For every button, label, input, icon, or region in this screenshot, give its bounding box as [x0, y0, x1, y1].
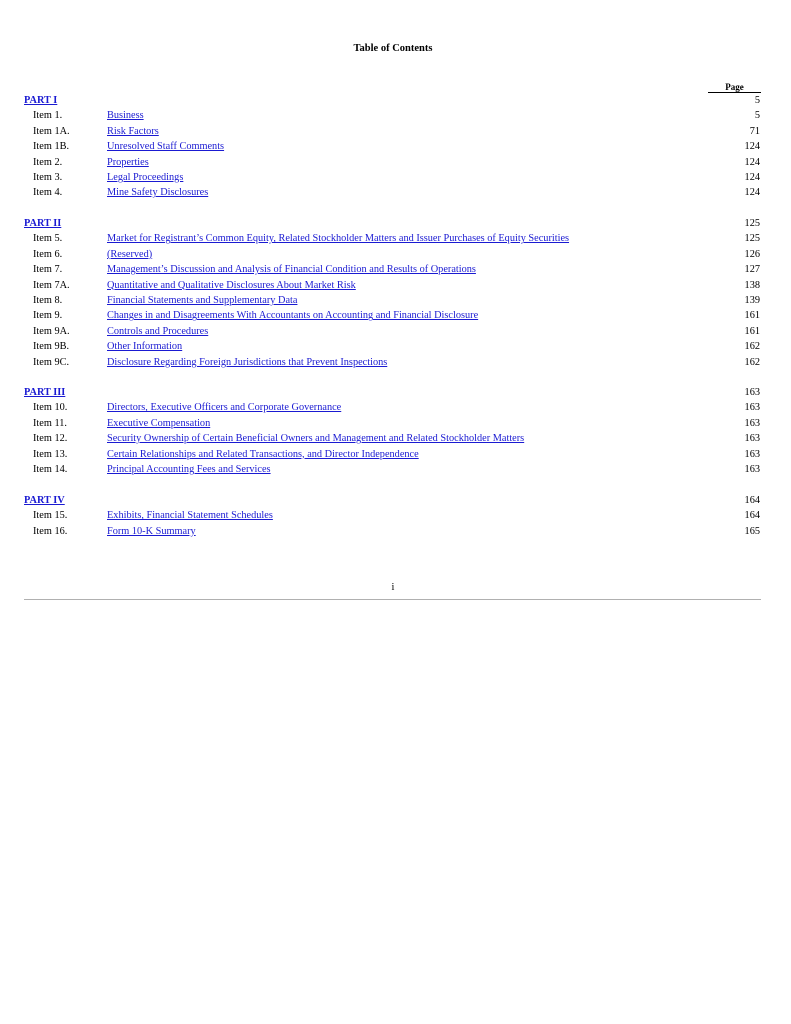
toc-item-row [0, 293, 791, 308]
toc-item-row [0, 524, 791, 539]
item-number: Item 8. [33, 295, 63, 306]
page-number: 164 [744, 495, 760, 506]
item-title-link[interactable]: Quantitative and Qualitative Disclosures About Market Risk [107, 279, 356, 291]
toc-item-row [0, 462, 791, 477]
page-number: 163 [744, 417, 760, 429]
toc-part-row [0, 93, 791, 108]
part-link[interactable]: PART II [24, 218, 62, 229]
item-title-link[interactable]: Other Information [107, 341, 183, 353]
toc-part-row [0, 493, 791, 508]
toc-item-row [0, 324, 791, 339]
item-title-link[interactable]: Controls and Procedures [107, 325, 209, 337]
toc-item-row [0, 262, 791, 277]
page-number: 163 [744, 402, 760, 414]
item-number: Item 1. [33, 110, 63, 122]
part-link[interactable]: PART IV [24, 495, 65, 506]
toc-part-row [0, 216, 791, 231]
item-title-link[interactable]: Business [107, 110, 144, 122]
item-number: Item 9B. [33, 341, 70, 353]
item-title-link[interactable]: Risk Factors [107, 125, 159, 137]
item-number: Item 7A. [33, 279, 70, 291]
toc-item-row [0, 185, 791, 200]
item-title-link[interactable]: Financial Statements and Supplementary Data [107, 295, 298, 306]
page-number: 163 [744, 433, 760, 445]
item-title-link[interactable]: Executive Compensation [107, 417, 211, 429]
item-title-link[interactable]: (Reserved) [107, 248, 153, 260]
item-title-link[interactable]: Security Ownership of Certain Beneficial Owners and Management and Related Stockholder Matters [107, 433, 525, 445]
toc-item-row [0, 247, 791, 262]
item-title-link[interactable]: Properties [107, 156, 149, 168]
toc-item-row [0, 170, 791, 185]
item-title-link[interactable]: Exhibits, Financial Statement Schedules [107, 510, 273, 522]
page-number: 124 [744, 172, 760, 183]
item-number: Item 6. [33, 248, 63, 260]
item-title-link[interactable]: Principal Accounting Fees and Services [107, 464, 271, 475]
item-number: Item 9C. [33, 356, 70, 368]
page-title: Table of Contents [353, 43, 433, 54]
item-number: Item 16. [33, 525, 68, 537]
page-number: 163 [744, 464, 760, 475]
part-link[interactable]: PART III [24, 387, 66, 398]
page-number: 125 [744, 233, 760, 245]
toc-item-row [0, 508, 791, 523]
item-number: Item 2. [33, 156, 63, 168]
page-number: 163 [744, 448, 760, 460]
item-title-link[interactable]: Directors, Executive Officers and Corporate Governance [107, 402, 342, 414]
item-title-link[interactable]: Certain Relationships and Related Transactions, and Director Independence [107, 448, 419, 460]
toc-item-row [0, 400, 791, 415]
item-number: Item 4. [33, 187, 63, 199]
page-number: 162 [744, 341, 760, 353]
item-title-link[interactable]: Unresolved Staff Comments [107, 141, 225, 153]
item-number: Item 1B. [33, 141, 70, 153]
item-number: Item 3. [33, 172, 63, 183]
toc-item-row [0, 108, 791, 123]
page-number: 161 [744, 310, 760, 322]
item-title-link[interactable]: Changes in and Disagreements With Accountants on Accounting and Financial Disclosure [107, 310, 479, 322]
page-number: 162 [744, 356, 760, 368]
toc-item-row [0, 416, 791, 431]
toc-item-row [0, 155, 791, 170]
toc-item-row [0, 339, 791, 354]
page-number: 124 [744, 141, 760, 153]
page-number: 71 [749, 125, 760, 137]
page-number: 126 [744, 248, 760, 260]
item-title-link[interactable]: Management’s Discussion and Analysis of Financial Condition and Results of Operations [107, 264, 476, 276]
item-title-link[interactable]: Market for Registrant’s Common Equity, Related Stockholder Matters and Issuer Purchases of Equity Securities [107, 233, 570, 245]
item-number: Item 9A. [33, 325, 70, 337]
page-number: 124 [744, 187, 760, 199]
page-number: 139 [744, 295, 760, 306]
item-number: Item 13. [33, 448, 68, 460]
item-title-link[interactable]: Form 10-K Summary [107, 525, 196, 537]
page-number: 161 [744, 325, 760, 337]
footer-divider [24, 599, 761, 600]
page-number: 125 [744, 218, 760, 229]
toc-item-row [0, 139, 791, 154]
toc-item-row [0, 447, 791, 462]
toc-item-row [0, 308, 791, 323]
item-number: Item 1A. [33, 125, 70, 137]
part-link[interactable]: PART I [24, 95, 58, 106]
item-title-link[interactable]: Mine Safety Disclosures [107, 187, 209, 199]
toc-part-row [0, 385, 791, 400]
page-number: 164 [744, 510, 760, 522]
item-title-link[interactable]: Legal Proceedings [107, 172, 184, 183]
item-title-link[interactable]: Disclosure Regarding Foreign Jurisdictions that Prevent Inspections [107, 356, 388, 368]
item-number: Item 5. [33, 233, 63, 245]
item-number: Item 7. [33, 264, 63, 276]
toc-item-row [0, 278, 791, 293]
page-number: 127 [744, 264, 760, 276]
page-number: 163 [744, 387, 760, 398]
page-number: 124 [744, 156, 760, 168]
toc-item-row [0, 355, 791, 370]
item-number: Item 14. [33, 464, 68, 475]
item-number: Item 15. [33, 510, 68, 522]
toc-item-row [0, 124, 791, 139]
footer-page-number: i [391, 582, 395, 593]
item-number: Item 10. [33, 402, 68, 414]
page-column-header: Page [708, 82, 761, 93]
page-number: 165 [744, 525, 760, 537]
toc-item-row [0, 231, 791, 246]
page-number: 138 [744, 279, 760, 291]
item-number: Item 11. [33, 417, 67, 429]
toc-item-row [0, 431, 791, 446]
page-number: 5 [754, 110, 760, 122]
item-number: Item 9. [33, 310, 63, 322]
item-number: Item 12. [33, 433, 68, 445]
page-number: 5 [754, 95, 760, 106]
